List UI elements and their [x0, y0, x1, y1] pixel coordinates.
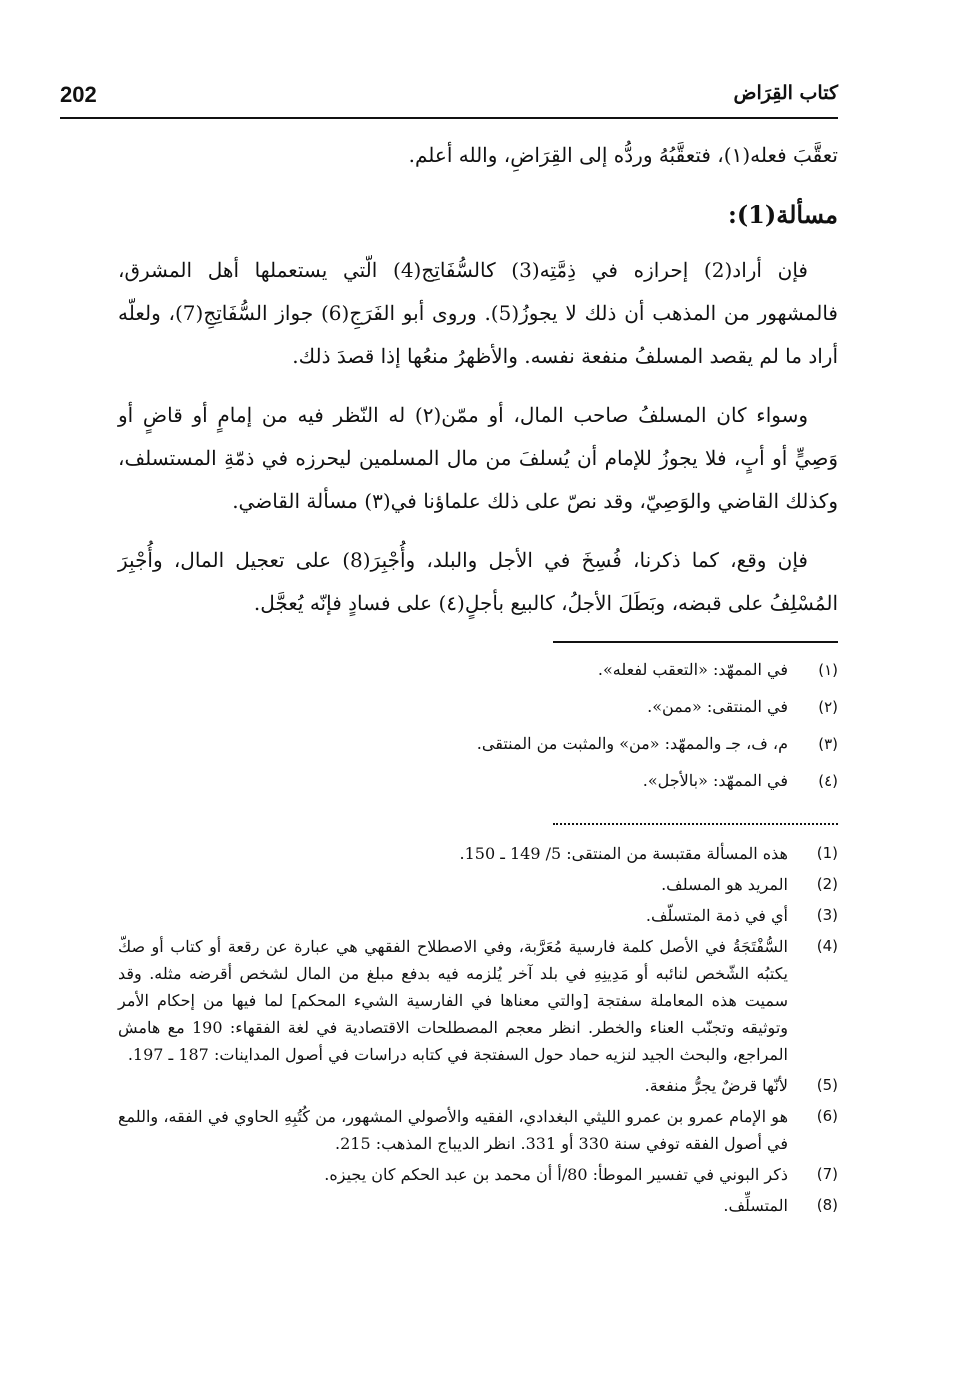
footnote-text: لأنّها قرضٌ يجرُّ منفعة. — [644, 1076, 788, 1095]
note-number: (٣) — [818, 735, 838, 753]
footnote — [118, 1072, 838, 1099]
paragraph-3: وسواء كان المسلفُ صاحب المال، أو ممّن(٢) له النّظر فيه من إمامٍ أو قاضٍ أو وَصِيٍّ أو أبٍ، فلا يجوزُ للإمام أن يُسلفَ من مال المسلمين ليحرزه في ذمّةِ المستسلف، وكذلك القاضي والوَصِيّ، وقد نصّ على ذلك علماؤنا في(٣) مسألة القاضي. — [118, 403, 838, 513]
footnote-number: (2) — [816, 875, 838, 893]
footnote-separator — [553, 641, 838, 643]
variant-note — [118, 656, 838, 684]
note-number: (١) — [818, 661, 838, 679]
footnote — [118, 933, 838, 1068]
page-header — [60, 82, 838, 116]
note-text: في الممهّد: «التعقب لفعله». — [597, 660, 788, 679]
footnote-number: (3) — [816, 906, 838, 924]
header-rule — [60, 117, 838, 119]
footnote-text: المريد هو المسلف. — [661, 875, 788, 894]
footnote — [118, 1192, 838, 1219]
footnote-text: هذه المسألة مقتبسة من المنتقى: 5/ 149 ـ 150. — [459, 844, 788, 863]
footnote-text: ذكر البوني في تفسير الموطأ: 80/أ أن محمد بن عبد الحكم كان يجيزه. — [324, 1165, 788, 1184]
footnote-number: (8) — [816, 1196, 838, 1214]
footnote-number: (6) — [816, 1107, 838, 1125]
variant-note — [118, 767, 838, 795]
footnote — [118, 840, 838, 867]
footnote-text: السُّفْتَجَةُ في الأصل كلمة فارسية مُعَرَّبة، وفي الاصطلاح الفقهي هي عبارة عن رقعة أو كتاب أو صكّ يكتبُه الشّخص لنائبه أو مَدِينِهِ في بلد آخر يُلزمه فيه بدفع مبلغ من المال لشخص أقرضه مثله. وقد سميت هذه المعاملة سفتجة [والتي معناها في الفارسية الشيء المحكم] لما فيها من إحكام الأمر وتوثيقه وتجنّب العناء والخطر. انظر معجم المصطلحات الاقتصادية في لغة الفقهاء: 190 مع هامش المراجع، والبحث الجيد لنزيه حماد حول السفتجة في كتابه دراسات في أصول المداينات: 187 ـ 197. — [118, 937, 788, 1064]
footnotes — [118, 840, 838, 1223]
footnote-text: هو الإمام عمرو بن عمرو الليثي البغدادي، الفقيه والأصولي المشهور، من كُتُبِهِ الحاوي في الفقه، واللمع في أصول الفقه توفي سنة 330 أو 331. انظر الديباج المذهب: 215. — [118, 1107, 789, 1153]
note-number: (٢) — [818, 698, 838, 716]
running-head: كتاب القِرَاض — [733, 82, 838, 104]
footnote-number: (4) — [816, 937, 838, 955]
variant-notes — [118, 656, 838, 804]
section-heading: مسألة(1): — [727, 200, 838, 229]
paragraph-1: تعقَّبَ فعله(١)، فتعقَّبُهُ وردُّه إلى القِرَاضِ، والله أعلم. — [408, 143, 838, 167]
note-text: في المنتقى: «ممن». — [647, 697, 788, 716]
footnote-text: المتسلِّف. — [723, 1196, 788, 1215]
dotted-separator — [553, 823, 838, 825]
main-text — [118, 134, 838, 641]
footnote-number: (5) — [816, 1076, 838, 1094]
footnote — [118, 1103, 838, 1157]
note-text: م، ف، جـ والممهّد: «من» والمثبت من المنتقى. — [476, 734, 788, 753]
note-number: (٤) — [818, 772, 838, 790]
footnote-text: أي في ذمة المتسلّف. — [645, 906, 788, 925]
page-number: 202 — [60, 82, 97, 107]
footnote — [118, 1161, 838, 1188]
variant-note — [118, 730, 838, 758]
paragraph-2: فإن أراد(2) إحرازه في ذِمَّتِه(3) كالسُّفَاتِج(4) الّتي يستعملها أهل المشرق، فالمشهور من المذهب أن ذلك لا يجوزُ(5). وروى أبو الفَرَجِ(6) جواز السُّفَاتِجِ(7)، ولعلّه أراد ما لم يقصد المسلفُ منفعة نفسه. والأظهرُ منعُها إذا قصدَ ذلك. — [118, 258, 838, 368]
footnote — [118, 871, 838, 898]
footnote-number: (1) — [816, 844, 838, 862]
variant-note — [118, 693, 838, 721]
note-text: في الممهّد: «بالأجل». — [642, 771, 788, 790]
footnote — [118, 902, 838, 929]
paragraph-4: فإن وقع، كما ذكرنا، فُسِخَ في الأجل والبلد، وأُجْبِرَ(8) على تعجيل المال، وأُجْبِرَ المُسْلِفُ على قبضه، وبَطَلَ الأجلُ، كالبيع بأجلٍ(٤) على فسادٍ فإنّه يُعجَّل. — [118, 548, 838, 615]
footnote-number: (7) — [816, 1165, 838, 1183]
